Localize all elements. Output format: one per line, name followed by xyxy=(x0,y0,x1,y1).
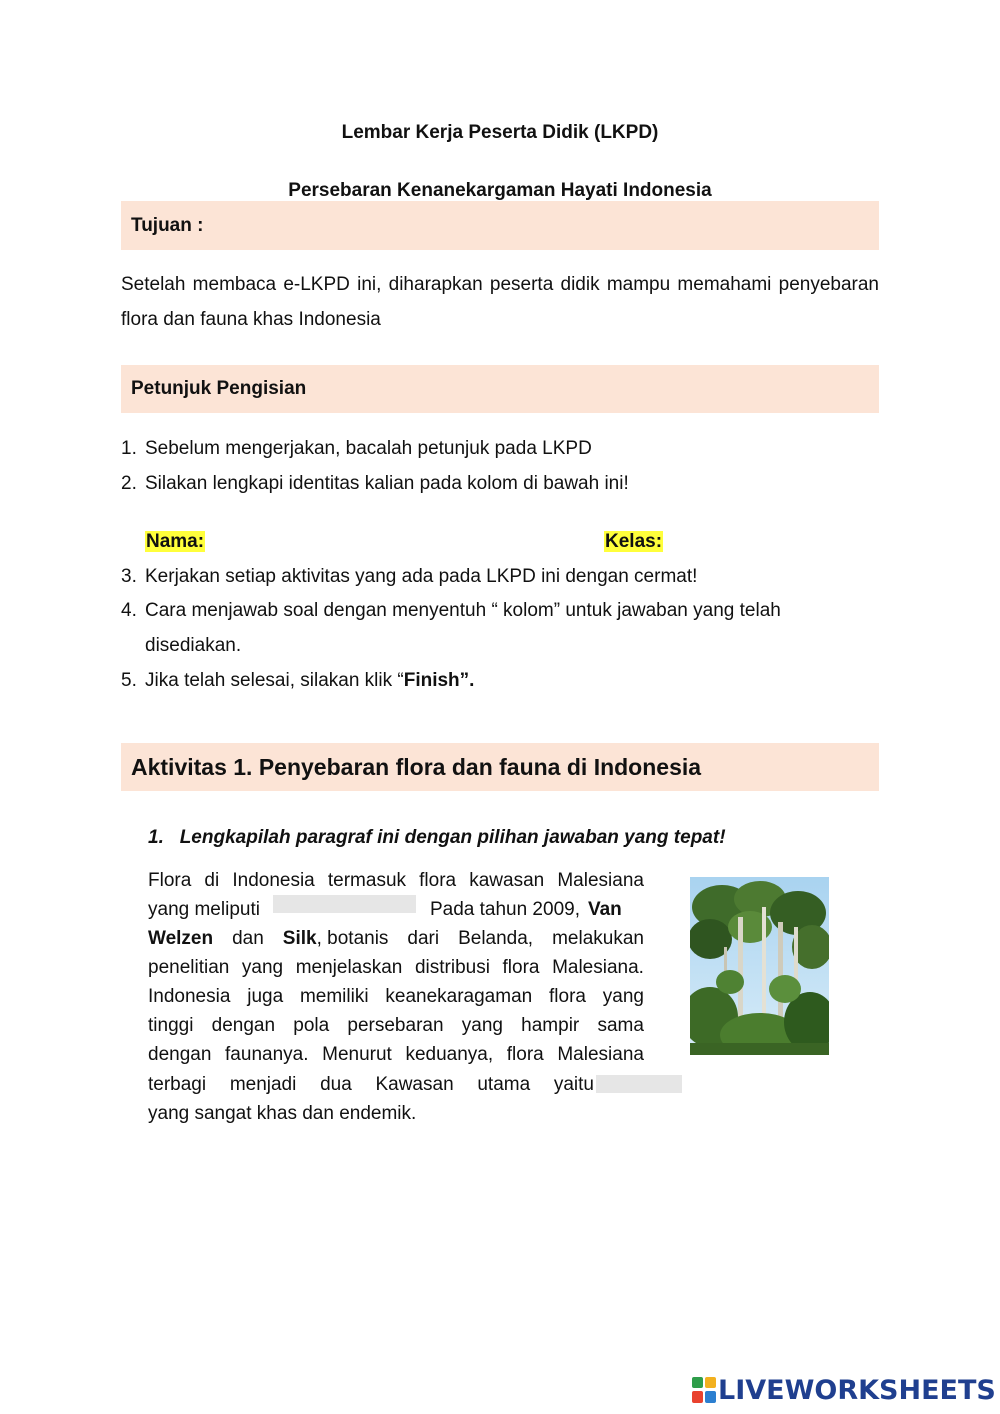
paragraph-line: Welzen dan Silk, botanis dari Belanda, melakukan xyxy=(148,928,644,949)
page-subtitle: Persebaran Kenanekargaman Hayati Indonesia xyxy=(288,180,712,201)
answer-blank-2[interactable] xyxy=(596,1075,682,1093)
petunjuk-heading-text: Petunjuk Pengisian xyxy=(131,378,307,399)
list-item: 4. Cara menjawab soal dengan menyentuh “ kolom” untuk jawaban yang telah xyxy=(121,600,781,621)
list-item: 5. Jika telah selesai, silakan klik “Finish”. xyxy=(121,670,475,691)
list-item: 3. Kerjakan setiap aktivitas yang ada pada LKPD ini dengan cermat! xyxy=(121,566,698,587)
finish-label: Finish”. xyxy=(403,670,475,691)
answer-blank-1[interactable] xyxy=(273,895,416,913)
aktivitas-heading xyxy=(121,743,879,791)
paragraph-line: Indonesia juga memiliki keanekaragaman flora yang xyxy=(148,986,644,1007)
paragraph-line: yang meliputi Pada tahun 2009, Van xyxy=(148,895,644,924)
petunjuk-heading xyxy=(121,365,879,413)
paragraph-line: dengan faunanya. Menurut keduanya, flora Malesiana xyxy=(148,1044,644,1065)
liveworksheets-logo xyxy=(692,1374,996,1406)
question-prompt: 1. Lengkapilah paragraf ini dengan pilihan jawaban yang tepat! xyxy=(148,827,726,848)
list-item-continuation: disediakan. xyxy=(145,635,242,656)
paragraph-line: tinggi dengan pola persebaran yang hampir sama xyxy=(148,1015,644,1036)
list-item: 1. Sebelum mengerjakan, bacalah petunjuk pada LKPD xyxy=(121,438,592,459)
paragraph-line: yang sangat khas dan endemik. xyxy=(148,1103,417,1124)
forest-image xyxy=(690,877,829,1055)
page-title: Lembar Kerja Peserta Didik (LKPD) xyxy=(341,122,659,143)
nama-label: Nama: xyxy=(146,531,205,552)
paragraph-line: penelitian yang menjelaskan distribusi flora Malesiana. xyxy=(148,957,644,978)
tujuan-heading xyxy=(121,201,879,250)
liveworksheets-brand: LIVEWORKSHEETS xyxy=(718,1374,996,1406)
paragraph-line: Flora di Indonesia termasuk flora kawasan Malesiana xyxy=(148,870,644,891)
paragraph-line: terbagi menjadi dua Kawasan utama yaitu xyxy=(148,1074,594,1095)
liveworksheets-logo-icon xyxy=(692,1377,716,1403)
aktivitas-heading-text: Aktivitas 1. Penyebaran flora dan fauna di Indonesia xyxy=(131,753,702,780)
tujuan-text: Setelah membaca e-LKPD ini, diharapkan peserta didik mampu memahami penyebaran flora dan fauna khas Indonesia xyxy=(121,274,879,330)
tujuan-heading-text: Tujuan : xyxy=(131,214,204,236)
kelas-label: Kelas: xyxy=(605,531,663,552)
list-item: 2. Silakan lengkapi identitas kalian pada kolom di bawah ini! xyxy=(121,473,629,494)
